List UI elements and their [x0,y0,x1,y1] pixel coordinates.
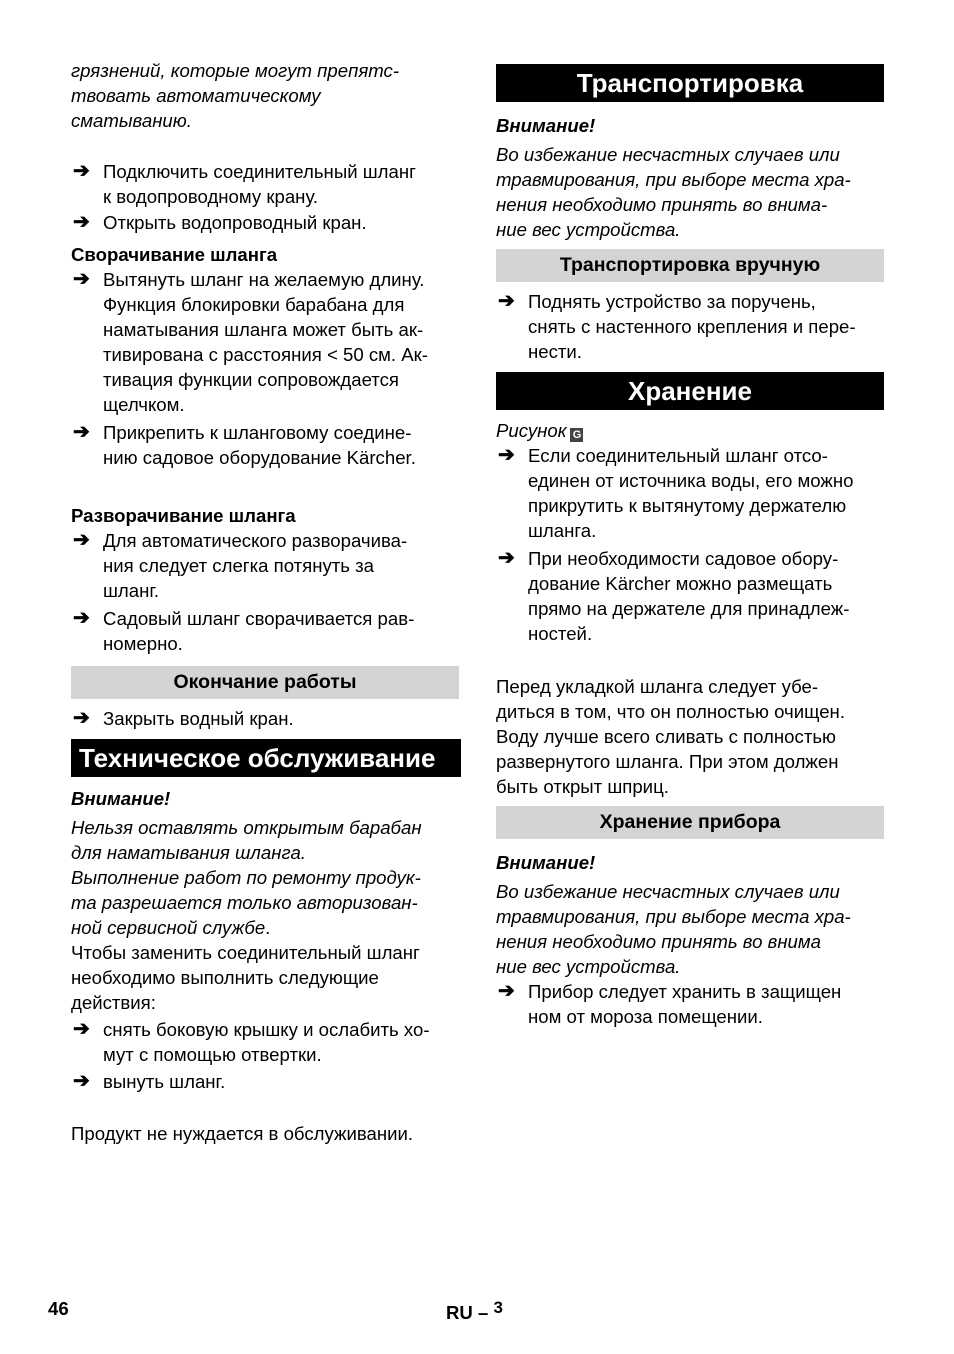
body-line: Чтобы заменить соединительный шланг [71,942,420,963]
section-heading-transport: Транспортировка [496,64,884,102]
arrow-right-icon: ➔ [73,268,90,290]
warning-line: для наматывания шланга. [71,842,306,863]
warning-label: Внимание! [496,852,596,873]
list-item: ➔ Прикрепить к шланговому соедине- нию садовое оборудование Kärcher. [73,421,416,468]
list-item: ➔ Открыть водопроводный кран. [73,211,367,233]
warning-line: ние вес устройства. [496,219,681,240]
intro-line: твовать автоматическому [71,85,321,106]
body-line: Воду лучше всего сливать с полностью [496,726,836,747]
list-item: ➔ Вытянуть шланг на желаемую длину. Функция блокировки барабана для наматывания шланга может быть ак- тивирована с расстояния < 50 см. Ак- тивация функции сопровождается щелчком. [73,268,428,415]
intro-line: сматыванию. [71,110,192,131]
warning-line: ной сервисной службе. [71,917,271,938]
section-heading-storage: Хранение [496,372,884,410]
list-item: ➔ вынуть шланг. [73,1070,226,1092]
warning-line: та разрешается только авторизован- [71,892,418,913]
warning-line: ние вес устройства. [496,956,681,977]
warning-line: Во избежание несчастных случаев или [496,144,840,165]
body-line: диться в том, что он полностью очищен. [496,701,845,722]
list-item: ➔ Поднять устройство за поручень, снять с настенного крепления и пере- нести. [498,290,856,362]
body-line: действия: [71,992,156,1013]
arrow-right-icon: ➔ [73,421,90,443]
arrow-right-icon: ➔ [498,547,515,569]
arrow-right-icon: ➔ [73,160,90,182]
list-item: ➔ Прибор следует хранить в защищен ном от мороза помещении. [498,980,842,1027]
body-line: Перед укладкой шланга следует убе- [496,676,819,697]
list-item: ➔ Закрыть водный кран. [73,707,294,729]
warning-label: Внимание! [496,115,596,136]
body-line: быть открыт шприц. [496,776,669,797]
intro-line: грязнений, которые могут препятс- [71,60,400,81]
list-item: ➔ Если соединительный шланг отсо- единен от источника воды, его можно прикрутить к вытянутому держателю шланга. [498,444,854,541]
figure-reference: Рисунок G [496,418,884,443]
closing-line: Продукт не нуждается в обслуживании. [71,1123,414,1144]
section-heading-finish: Окончание работы [71,666,459,699]
figure-g-icon: G [570,428,583,442]
arrow-right-icon: ➔ [498,444,515,466]
list-item: ➔ Подключить соединительный шланг к водопроводному крану. [73,160,416,207]
section-subtitle: Разворачивание шланга [71,505,296,526]
warning-line: Во избежание несчастных случаев или [496,881,840,902]
arrow-right-icon: ➔ [498,290,515,312]
arrow-right-icon: ➔ [73,1018,90,1040]
warning-line: Нельзя оставлять открытым барабан [71,817,422,838]
section-heading-manual-transport: Транспортировка вручную [496,249,884,282]
warning-line: травмирования, при выборе места хра- [496,906,851,927]
arrow-right-icon: ➔ [73,529,90,551]
arrow-right-icon: ➔ [73,707,90,729]
warning-line: нения необходимо принять во внима [496,931,821,952]
page-number: 46 [48,1298,69,1319]
list-item: ➔ Садовый шланг сворачивается рав- номерно. [73,607,415,654]
arrow-right-icon: ➔ [73,1070,90,1092]
section-heading-maintenance: Техническое обслуживание [71,739,461,777]
list-item: ➔ При необходимости садовое обору- дование Kärcher можно размещать прямо на держателе для принадлеж- ностей. [498,547,850,644]
list-item: ➔ снять боковую крышку и ослабить хо- мут с помощью отвертки. [73,1018,430,1065]
warning-label: Внимание! [71,788,171,809]
warning-line: Выполнение работ по ремонту продук- [71,867,421,888]
language-page-marker: RU – $^3$ [446,1298,504,1323]
list-item: ➔ Для автоматического разворачива- ния следует слегка потянуть за шланг. [73,529,408,601]
warning-line: травмирования, при выборе места хра- [496,169,851,190]
section-subtitle: Сворачивание шланга [71,244,278,265]
warning-line: нения необходимо принять во внима- [496,194,828,215]
arrow-right-icon: ➔ [73,211,90,233]
body-line: необходимо выполнить следующие [71,967,379,988]
arrow-right-icon: ➔ [73,607,90,629]
section-heading-device-storage: Хранение прибора [496,806,884,839]
left-column [71,58,461,1146]
body-line: развернутого шланга. При этом должен [496,751,839,772]
right-column [496,64,884,1029]
arrow-right-icon: ➔ [498,980,515,1002]
